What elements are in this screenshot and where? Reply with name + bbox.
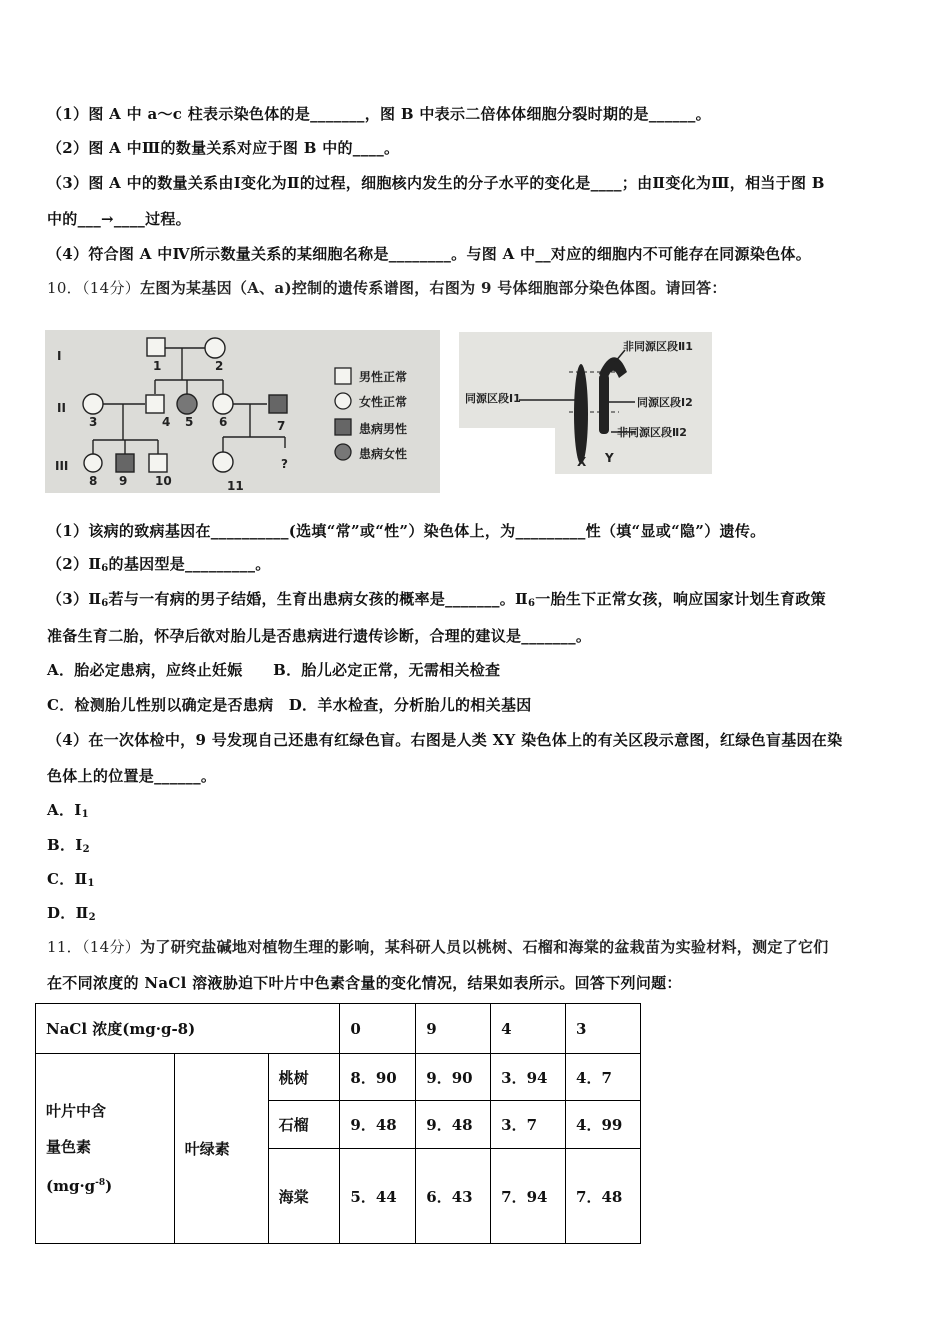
id-1: 1 xyxy=(153,359,162,373)
pedigree-person-7 xyxy=(269,395,287,413)
q9-part3b: 中的___→____过程。 xyxy=(47,210,191,228)
conc-1: 0 xyxy=(340,1004,416,1054)
cell: 3．94 xyxy=(491,1054,566,1101)
id-9: 9 xyxy=(119,474,128,488)
cell: 7．48 xyxy=(566,1149,641,1244)
table-header-row xyxy=(36,1004,641,1054)
pedigree-person-1 xyxy=(147,338,165,356)
q10-stem xyxy=(47,277,727,298)
q10-options-cd: C．检测胎儿性别以确定是否患病 D．羊水检查，分析胎儿的相关基因 xyxy=(47,696,532,714)
cell: 9．48 xyxy=(340,1101,416,1149)
xy-chromosome-figure xyxy=(459,332,712,474)
label-homologous-2: 同源区段Ⅰ2 xyxy=(637,396,693,409)
q11-stem xyxy=(47,936,829,957)
pigment-label: 叶绿素 xyxy=(174,1054,268,1244)
q10-part2: $(2)Ⅱ_6$的基因型是_________。 xyxy=(47,555,271,574)
id-3: 3 xyxy=(89,415,98,429)
q11-number: 11． xyxy=(47,938,82,956)
table-row xyxy=(36,1054,641,1101)
id-4: 4 xyxy=(162,415,171,429)
pedigree-person-4 xyxy=(146,395,164,413)
q10-options-ab: A．胎必定患病，应终止妊娠 B．胎儿必定正常，无需相关检查 xyxy=(47,661,501,679)
q9-part2: （2）图 A 中Ⅲ的数量关系对应于图 B 中的____。 xyxy=(47,139,400,157)
choice-c: C．$Ⅱ_1$ xyxy=(47,870,95,889)
legend-female-affected-icon xyxy=(335,444,351,460)
gen-label-3: III xyxy=(55,459,69,473)
choice-a: A．$I_1$ xyxy=(47,801,89,820)
pedigree-person-6 xyxy=(213,394,233,414)
label-nonhomologous-1: 非同源区段Ⅱ1 xyxy=(623,340,693,353)
x-chromosome xyxy=(574,364,588,464)
y-chromosome xyxy=(599,374,609,434)
q10-number: 10． xyxy=(47,279,82,297)
header-label: NaCl 浓度(mg·g-8) xyxy=(36,1004,340,1054)
choice-d: D．$Ⅱ_2$ xyxy=(47,904,96,923)
label-y: Y xyxy=(605,451,614,465)
label-nonhomologous-2: 非同源区段Ⅱ2 xyxy=(617,426,687,439)
q10-part1: （1）该病的致病基因在__________(选填“常”或“性”）染色体上，为_________性（填“显或“隐”）遗传。 xyxy=(47,522,766,540)
pedigree-person-10 xyxy=(149,454,167,472)
id-unknown: ? xyxy=(281,457,288,471)
legend-male-affected: 患病男性 xyxy=(359,422,408,436)
cell: 5．44 xyxy=(340,1149,416,1244)
pedigree-person-8 xyxy=(84,454,102,472)
cell: 7．94 xyxy=(491,1149,566,1244)
q10-part4-cont: 色体上的位置是______。 xyxy=(47,767,217,785)
pigment-table xyxy=(35,1003,641,1244)
choice-b: B．$I_2$ xyxy=(47,836,90,855)
q9-part4: （4）符合图 A 中Ⅳ所示数量关系的某细胞名称是________。与图 A 中__对应的细胞内不可能存在同源染色体。 xyxy=(47,245,812,263)
legend-male-affected-icon xyxy=(335,419,351,435)
q9-part1: （1）图 A 中 a～c 柱表示染色体的是_______，图 B 中表示二倍体体细胞分裂时期的是______。 xyxy=(47,105,711,123)
cell: 3．7 xyxy=(491,1101,566,1149)
label-homologous-1: 同源区段Ⅰ1 xyxy=(465,392,521,405)
pedigree-figure xyxy=(45,330,440,493)
row-group-label: 叶片中含 量色素 $(mg\cdot g^{-8})$ xyxy=(36,1054,175,1244)
q10-part3: $(3)Ⅱ_6$若与一有病的男子结婚，生育出患病女孩的概率是_______。$Ⅱ_6$一胎生下正常女孩，响应国家计划生育政策 xyxy=(47,590,826,609)
legend-male-normal: 男性正常 xyxy=(359,370,408,384)
conc-2: 9 xyxy=(416,1004,491,1054)
label-x: X xyxy=(577,455,587,469)
q11-points: （14分） xyxy=(82,938,141,956)
id-10: 10 xyxy=(155,474,172,488)
pedigree-person-11 xyxy=(213,452,233,472)
legend-female-affected: 患病女性 xyxy=(359,447,408,461)
cell: 4．99 xyxy=(566,1101,641,1149)
legend-female-normal-icon xyxy=(335,393,351,409)
q11-stem-text: 为了研究盐碱地对植物生理的影响，某科研人员以桃树、石榴和海棠的盆栽苗为实验材料，测定了它们 xyxy=(140,938,829,956)
gen-label-2: II xyxy=(57,401,66,415)
plant-name: 桃树 xyxy=(268,1054,340,1101)
conc-3: 4 xyxy=(491,1004,566,1054)
pedigree-person-2 xyxy=(205,338,225,358)
q10-stem-text: 左图为某基因（A、a)控制的遗传系谱图，右图为 9 号体细胞部分染色体图。请回答： xyxy=(140,279,727,297)
pedigree-person-3 xyxy=(83,394,103,414)
cell: 4．7 xyxy=(566,1054,641,1101)
cell: 8．90 xyxy=(340,1054,416,1101)
id-8: 8 xyxy=(89,474,98,488)
id-11: 11 xyxy=(227,479,244,493)
plant-name: 海棠 xyxy=(268,1149,340,1244)
plant-name: 石榴 xyxy=(268,1101,340,1149)
conc-4: 3 xyxy=(566,1004,641,1054)
pedigree-person-9 xyxy=(116,454,134,472)
cell: 9．90 xyxy=(416,1054,491,1101)
pedigree-person-5 xyxy=(177,394,197,414)
gen-label-1: I xyxy=(57,349,62,363)
q11-stem-cont: 在不同浓度的 NaCl 溶液胁迫下叶片中色素含量的变化情况，结果如表所示。回答下列问题： xyxy=(47,974,682,992)
q9-part3a: （3）图 A 中的数量关系由Ⅰ变化为Ⅱ的过程，细胞核内发生的分子水平的变化是____；由Ⅱ变化为Ⅲ，相当于图 B xyxy=(47,174,825,192)
legend-male-normal-icon xyxy=(335,368,351,384)
cell: 6．43 xyxy=(416,1149,491,1244)
legend-female-normal: 女性正常 xyxy=(359,395,408,409)
q10-part4: （4）在一次体检中，9 号发现自己还患有红绿色盲。右图是人类 XY 染色体上的有关区段示意图，红绿色盲基因在染 xyxy=(47,731,843,749)
id-6: 6 xyxy=(219,415,228,429)
q10-part3-cont: 准备生育二胎，怀孕后欲对胎儿是否患病进行遗传诊断，合理的建议是_______。 xyxy=(47,627,592,645)
cell: 9．48 xyxy=(416,1101,491,1149)
id-7: 7 xyxy=(277,419,286,433)
id-5: 5 xyxy=(185,415,194,429)
id-2: 2 xyxy=(215,359,224,373)
q10-points: （14分） xyxy=(82,279,141,297)
